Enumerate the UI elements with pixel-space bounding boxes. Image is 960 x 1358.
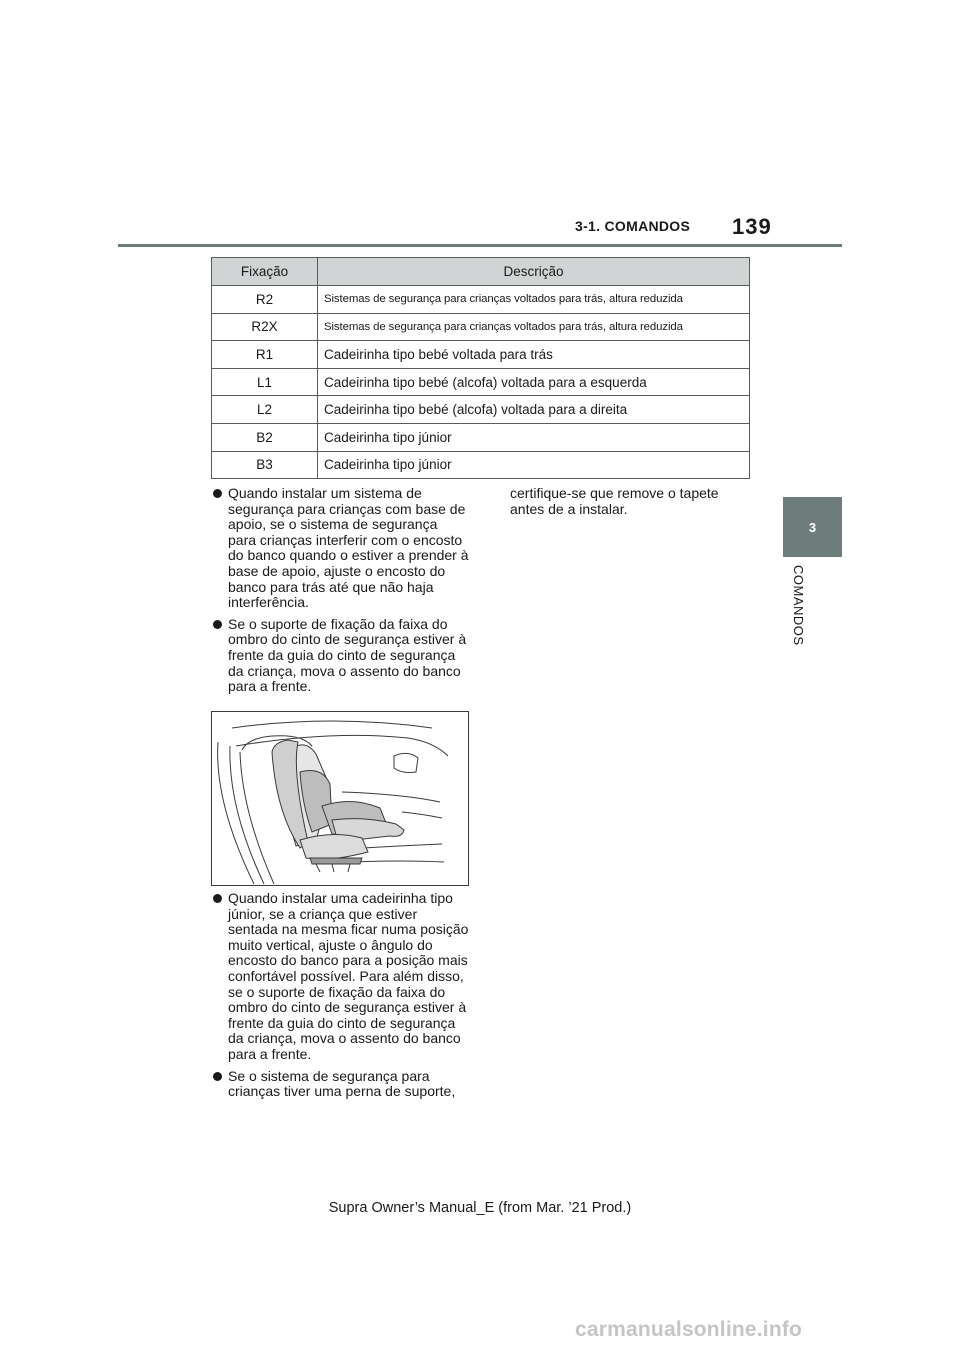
bullet-text: Quando instalar uma cadeirinha tipo júnior, se a criança que estiver sentada na mesma ficar numa posição muito vertical, ajuste o ângulo do encosto do banco para a posição mais confortável possível. Para além disso, se o suporte de fixação da faixa do ombro do cinto de segurança estiver à frente da guia do cinto de segurança da criança, mova o assento do banco para a frente. — [228, 890, 469, 1062]
instructions-left-top — [211, 486, 469, 701]
fixation-description: Cadeirinha tipo bebé voltada para trás — [318, 341, 750, 369]
fixation-code: L1 — [212, 368, 318, 396]
bullet-text: Se o suporte de fixação da faixa do ombro do cinto de segurança estiver à frente da guia do cinto de segurança da criança, mova o assento do banco para a frente. — [228, 615, 467, 695]
fixation-code: R1 — [212, 341, 318, 369]
fixation-description: Cadeirinha tipo júnior — [318, 423, 750, 451]
table-header-row — [212, 258, 750, 286]
header-divider — [118, 244, 842, 247]
fixation-description: Sistemas de segurança para crianças voltados para trás, altura reduzida — [318, 286, 750, 314]
watermark: carmanualsonline.info — [575, 1318, 803, 1341]
instructions-right — [510, 486, 740, 523]
fixation-description: Cadeirinha tipo bebé (alcofa) voltada para a direita — [318, 396, 750, 424]
page-number: 139 — [732, 214, 772, 239]
table-row — [212, 396, 750, 424]
column-header-descricao: Descrição — [318, 258, 750, 286]
bullet-item — [211, 891, 469, 1063]
bullet-text: Se o sistema de segurança para crianças tiver uma perna de suporte, — [228, 1067, 456, 1100]
table-row — [212, 313, 750, 341]
child-seat-illustration — [211, 711, 469, 886]
table-row — [212, 451, 750, 479]
bullet-icon — [213, 489, 222, 498]
bullet-item — [211, 1069, 469, 1100]
fixation-code: R2X — [212, 313, 318, 341]
fixation-code: B2 — [212, 423, 318, 451]
continued-text: certifique-se que remove o tapete antes de a instalar. — [510, 485, 719, 517]
table-row — [212, 286, 750, 314]
table-row — [212, 423, 750, 451]
chapter-tab: 3 — [783, 497, 842, 557]
section-title: 3-1. COMANDOS — [575, 218, 691, 234]
fixation-description: Cadeirinha tipo bebé (alcofa) voltada para a esquerda — [318, 368, 750, 396]
bullet-item — [211, 486, 469, 611]
fixation-code: R2 — [212, 286, 318, 314]
bullet-icon — [213, 1072, 222, 1081]
fixation-description: Sistemas de segurança para crianças voltados para trás, altura reduzida — [318, 313, 750, 341]
table-row — [212, 368, 750, 396]
fixation-description: Cadeirinha tipo júnior — [318, 451, 750, 479]
column-header-fixacao: Fixação — [212, 258, 318, 286]
fixation-code: B3 — [212, 451, 318, 479]
table-row — [212, 341, 750, 369]
bullet-icon — [213, 620, 222, 629]
bullet-icon — [213, 894, 222, 903]
child-seat-in-car-drawing — [212, 712, 468, 885]
bullet-text: Quando instalar um sistema de segurança para crianças com base de apoio, se o sistema de segurança para crianças interferir com o encosto do banco quando o estiver a prender à base de apoio, ajuste o encosto do banco para trás até que não haja interferência. — [228, 485, 469, 611]
page-footer: Supra Owner’s Manual_E (from Mar. ’21 Prod.) — [328, 1200, 632, 1216]
instructions-left-bottom — [211, 891, 469, 1106]
chapter-tab-label: COMANDOS — [791, 565, 806, 646]
fixation-table — [211, 257, 750, 479]
fixation-code: L2 — [212, 396, 318, 424]
bullet-item — [211, 617, 469, 695]
